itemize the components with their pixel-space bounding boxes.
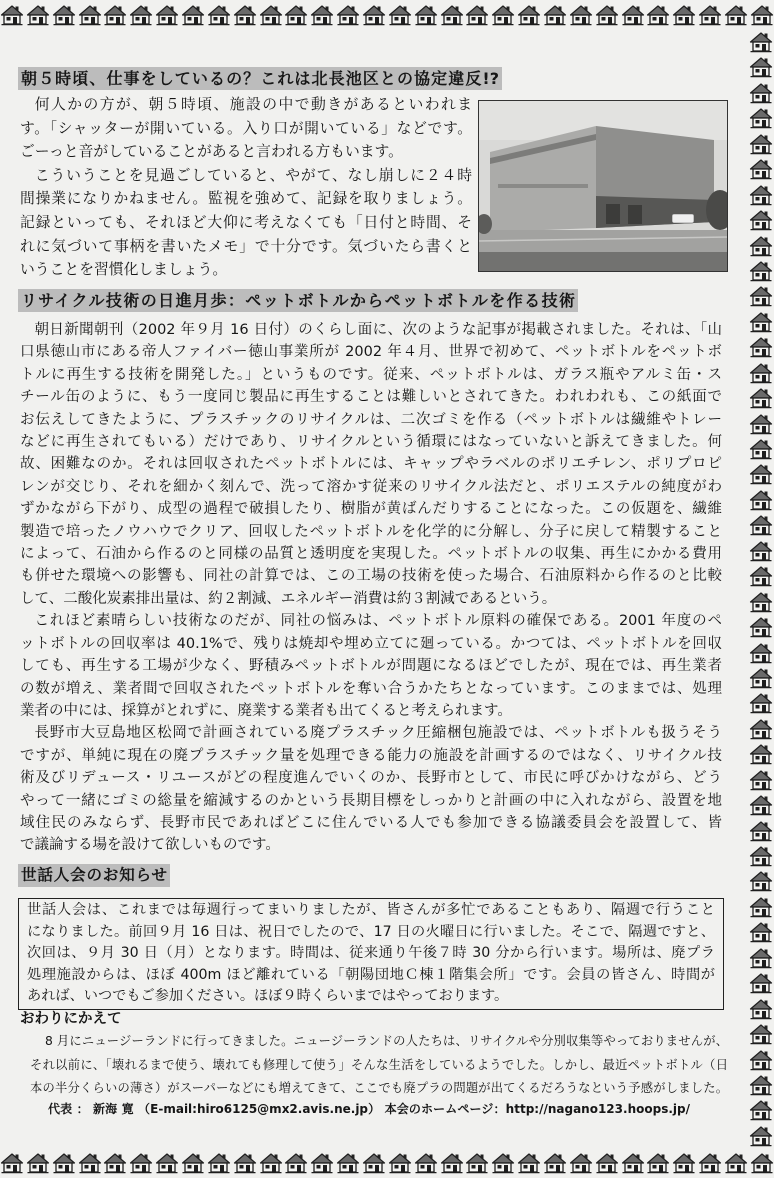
house-icon <box>52 3 76 27</box>
house-icon <box>749 386 773 410</box>
house-icon <box>749 742 773 766</box>
house-icon <box>749 157 773 181</box>
closing-body <box>30 1030 728 1101</box>
house-icon <box>0 1151 24 1175</box>
text-line: それ以前に、「壊れるまで使う、壊れても修理して使う」そんな生活をしているようでした。しかし、最近ペットボトル（日 <box>30 1057 728 1072</box>
house-icon <box>388 1151 412 1175</box>
house-icon <box>749 284 773 308</box>
text-line: いうことを習慣化しましょう。 <box>20 261 228 279</box>
house-icon <box>750 1151 774 1175</box>
text-line: 記録といっても、それほど大仰に考えなくても「日付と時間、そ <box>20 213 472 231</box>
house-icon <box>749 132 773 156</box>
house-icon <box>362 3 386 27</box>
house-icon <box>749 208 773 232</box>
house-icon <box>749 793 773 817</box>
text-line: 次回は、９月 30 日（月）となります。時間は、従来通り午後７時 30 分から行います。場所は、廃プラ <box>27 945 715 962</box>
text-line: こういうことを見過ごしていると、やがて、なし崩しに２４時 <box>34 166 472 184</box>
text-line: 長野市大豆島地区松岡で計画されている廃プラスチック圧縮梱包施設では、ペットボトルも扱うそう <box>34 725 722 742</box>
house-icon <box>724 3 748 27</box>
house-icon <box>517 3 541 27</box>
house-icon <box>207 1151 231 1175</box>
house-icon <box>749 259 773 283</box>
house-icon <box>26 1151 50 1175</box>
house-icon <box>749 768 773 792</box>
house-icon <box>646 1151 670 1175</box>
text-line: トルに再生する技術を開発した。」というものです。従来、ペットボトルは、ガラス瓶やアルミ缶・ス <box>20 366 722 383</box>
house-icon <box>749 183 773 207</box>
text-line: これほど素晴らしい技術なのだが、同社の悩みは、ペットボトル原料の確保である。2001 年度のペ <box>34 613 722 630</box>
bottom-border <box>0 1151 774 1175</box>
house-icon <box>621 3 645 27</box>
text-line: お伝えしてきたように、プラスチックのリサイクルは、二次ゴミを作る（ペットボトルは繊維やトレー <box>20 411 722 428</box>
text-line: レンが交じり、それを細かく刻んで、洗って溶かす従来のリサイクル法だと、ポリエステルの純度がわ <box>20 478 722 495</box>
house-icon <box>362 1151 386 1175</box>
house-icon <box>724 1151 748 1175</box>
house-icon <box>259 1151 283 1175</box>
house-icon <box>52 1151 76 1175</box>
text-line: 域住民のみならず、長野市民であればどこに住んでいる人でも参加できる協議委員会を設置して、皆 <box>20 814 722 831</box>
text-line: になりました。前回９月 16 日は、祝日でしたので、17 日の火曜日に行いました。そこで、隔週ですと、 <box>27 923 715 940</box>
house-icon <box>749 666 773 690</box>
house-icon <box>749 55 773 79</box>
closing-heading: おわりにかえて <box>20 1011 122 1027</box>
house-icon <box>749 106 773 130</box>
house-icon <box>0 3 24 27</box>
house-icon <box>749 310 773 334</box>
house-icon <box>749 691 773 715</box>
text-line: す。「シャッターが開いている。入り口が開いている」などです。 <box>20 119 472 137</box>
house-icon <box>749 615 773 639</box>
house-icon <box>233 3 257 27</box>
homepage-address: 本会のホームページ：http://nagano123.hoops.jp/ <box>384 1102 690 1116</box>
text-line: 何人かの方が、朝５時頃、施設の中で動きがあるといわれま <box>34 96 472 113</box>
house-icon <box>517 1151 541 1175</box>
house-icon <box>440 3 464 27</box>
house-icon <box>414 3 438 27</box>
house-icon <box>336 1151 360 1175</box>
text-line: などに再生されてもいる）だけであり、リサイクルという循環にはなっていないと訴えてきました。何 <box>20 434 722 451</box>
house-icon <box>749 361 773 385</box>
house-icon <box>698 1151 722 1175</box>
house-icon <box>646 3 670 27</box>
house-icon <box>749 717 773 741</box>
house-icon <box>259 3 283 27</box>
text-line: 8 月にニュージーランドに行ってきました。ニュージーランドの人たちは、リサイクルや分別収集等やっておりませんが、 <box>45 1034 728 1048</box>
text-line: あれば、いつでもご参加ください。ほぼ９時くらいまではやっております。 <box>27 988 509 1005</box>
house-icon <box>310 1151 334 1175</box>
text-line: して、二酸化炭素排出量は、約２割減、エネルギー消費は約３割減であるという。 <box>20 590 557 607</box>
right-border <box>749 30 773 1148</box>
house-icon <box>491 1151 515 1175</box>
house-icon <box>543 1151 567 1175</box>
house-icon <box>414 1151 438 1175</box>
text-line: ットボトルの回収率は 40.1%で、残りは焼却や埋め立てに廻っている。かつては、ペットボトルを回収 <box>20 635 722 652</box>
car <box>672 214 694 223</box>
house-icon <box>749 920 773 944</box>
house-icon <box>103 3 127 27</box>
house-icon <box>749 564 773 588</box>
house-icon <box>491 3 515 27</box>
house-icon <box>749 819 773 843</box>
house-icon <box>749 997 773 1021</box>
text-line: 口県徳山市にある帝人ファイバー徳山事業所が 2002 年４月、世界で初めて、ペットボトルをペットボ <box>20 344 722 361</box>
text-line: の数が増え、業者間で回収されたペットボトルを奪い合うかたちとなっています。このままでは、処理 <box>20 680 722 697</box>
section1-heading: 朝５時頃、仕事をしているの？これは北長池区との協定違反!? <box>18 67 502 90</box>
text-line: 故、困難なのか。それは回収されたペットボトルには、キャップやラベルのポリエチレン、ポリプロピ <box>20 456 722 473</box>
facility-photo <box>478 100 728 272</box>
house-icon <box>103 1151 127 1175</box>
house-icon <box>749 844 773 868</box>
house-icon <box>749 1022 773 1046</box>
house-icon <box>749 81 773 105</box>
text-line: しても、再生する工場が少なく、野積みペットボトルが問題になるほどでしたが、現在では、再生業者 <box>20 658 722 675</box>
house-icon <box>440 1151 464 1175</box>
text-line: 本の半分くらいの薄さ）がスーパーなどにも増えてきて、ここでも廃プラの問題が出てくるだろうなという予感がしました。 <box>30 1081 728 1095</box>
house-icon <box>749 234 773 258</box>
house-icon <box>284 3 308 27</box>
house-icon <box>749 412 773 436</box>
house-icon <box>129 3 153 27</box>
text-line: も併せた環境への影響も、同社の計算では、この工場の技術を使った場合、石油原料から作るのと比較 <box>20 568 722 585</box>
house-icon <box>749 590 773 614</box>
house-icon <box>155 1151 179 1175</box>
text-line: ずかながら下がり、成型の過程で破損したり、樹脂が黄ばんだりすることになった。この仮題を、繊維 <box>20 501 722 518</box>
text-line: 製造で培ったノウハウでクリア、回収したペットボトルを化学的に分解し、分子に戻して精製すること <box>20 523 722 540</box>
house-icon <box>749 1073 773 1097</box>
text-line: によって、石油から作るのと同様の品質と透明度を実現した。ペットボトルの収集、再生にかかる費用 <box>20 546 722 563</box>
house-icon <box>336 3 360 27</box>
house-icon <box>749 869 773 893</box>
house-icon <box>749 539 773 563</box>
section1-body <box>20 93 472 282</box>
house-icon <box>749 895 773 919</box>
house-icon <box>465 3 489 27</box>
house-icon <box>207 3 231 27</box>
house-icon <box>749 462 773 486</box>
top-border <box>0 3 774 27</box>
house-icon <box>181 1151 205 1175</box>
text-line: 業者の中には、採算がとれずに、廃業する業者も出てくると考えられます。 <box>20 702 512 719</box>
house-icon <box>129 1151 153 1175</box>
house-icon <box>749 437 773 461</box>
house-icon <box>749 30 773 54</box>
house-icon <box>750 3 774 27</box>
text-line: 処理施設からは、ほぼ 400m ほど離れている「朝陽団地Ｃ棟１階集会所」です。会員の皆さん、時間が <box>27 966 715 983</box>
house-icon <box>78 3 102 27</box>
house-icon <box>569 1151 593 1175</box>
house-icon <box>749 513 773 537</box>
footer-contact <box>48 1101 690 1117</box>
house-icon <box>233 1151 257 1175</box>
text-line: やって一緒にゴミの総量を縮減するのかという長期目標をしっかりと計画の中に入れながら、設置を地 <box>20 792 722 809</box>
notice-box <box>18 898 724 1010</box>
house-icon <box>284 1151 308 1175</box>
house-icon <box>388 3 412 27</box>
text-line: れに気づいて事柄を書いたメモ」で十分です。気づいたら書くと <box>20 237 472 255</box>
text-line: ごーっと音がしていることがあると言われる方もいます。 <box>20 143 403 161</box>
house-icon <box>749 1124 773 1148</box>
house-icon <box>621 1151 645 1175</box>
house-icon <box>698 3 722 27</box>
house-icon <box>749 1048 773 1072</box>
house-icon <box>78 1151 102 1175</box>
text-line: 間操業になりかねません。監視を強めて、記録を取りましょう。 <box>20 190 472 208</box>
house-icon <box>569 3 593 27</box>
house-icon <box>749 971 773 995</box>
house-icon <box>595 3 619 27</box>
text-line: 術及びリデュース・リユースがどの程度進んでいくのか、長野市として、市民に呼びかけながら、どう <box>20 770 722 787</box>
text-line: チール缶のように、もう一度同じ製品に再生することは難しいとされてきた。われわれも、この紙面で <box>20 389 722 406</box>
house-icon <box>465 1151 489 1175</box>
text-line: ですが、単純に現在の廃プラスチック量を処理できる能力の施設を計画するのではなく、リサイクル技 <box>20 747 722 764</box>
house-icon <box>155 3 179 27</box>
house-icon <box>26 3 50 27</box>
house-icon <box>749 488 773 512</box>
house-icon <box>749 946 773 970</box>
house-icon <box>749 1098 773 1122</box>
house-icon <box>543 3 567 27</box>
house-icon <box>310 3 334 27</box>
text-line: 世話人会は、これまでは毎週行ってまいりましたが、皆さんが多忙であることもあり、隔週で行うこと <box>27 902 715 918</box>
section2-heading: リサイクル技術の日進月歩：ペットボトルからペットボトルを作る技術 <box>18 289 578 312</box>
notice-heading: 世話人会のお知らせ <box>18 864 170 887</box>
house-icon <box>749 335 773 359</box>
text-line: 朝日新聞朝刊（2002 年９月 16 日付）のくらし面に、次のような記事が掲載されました。それは、「山 <box>34 322 722 338</box>
house-icon <box>595 1151 619 1175</box>
house-icon <box>672 3 696 27</box>
text-line: で議論する場を設けて欲しいものです。 <box>20 837 280 854</box>
section2-body <box>20 319 722 857</box>
house-icon <box>181 3 205 27</box>
house-icon <box>749 641 773 665</box>
house-icon <box>672 1151 696 1175</box>
representative-contact: 代表 ： 新海 寛 （E-mail:hiro6125@mx2.avis.ne.jp） <box>48 1102 381 1116</box>
